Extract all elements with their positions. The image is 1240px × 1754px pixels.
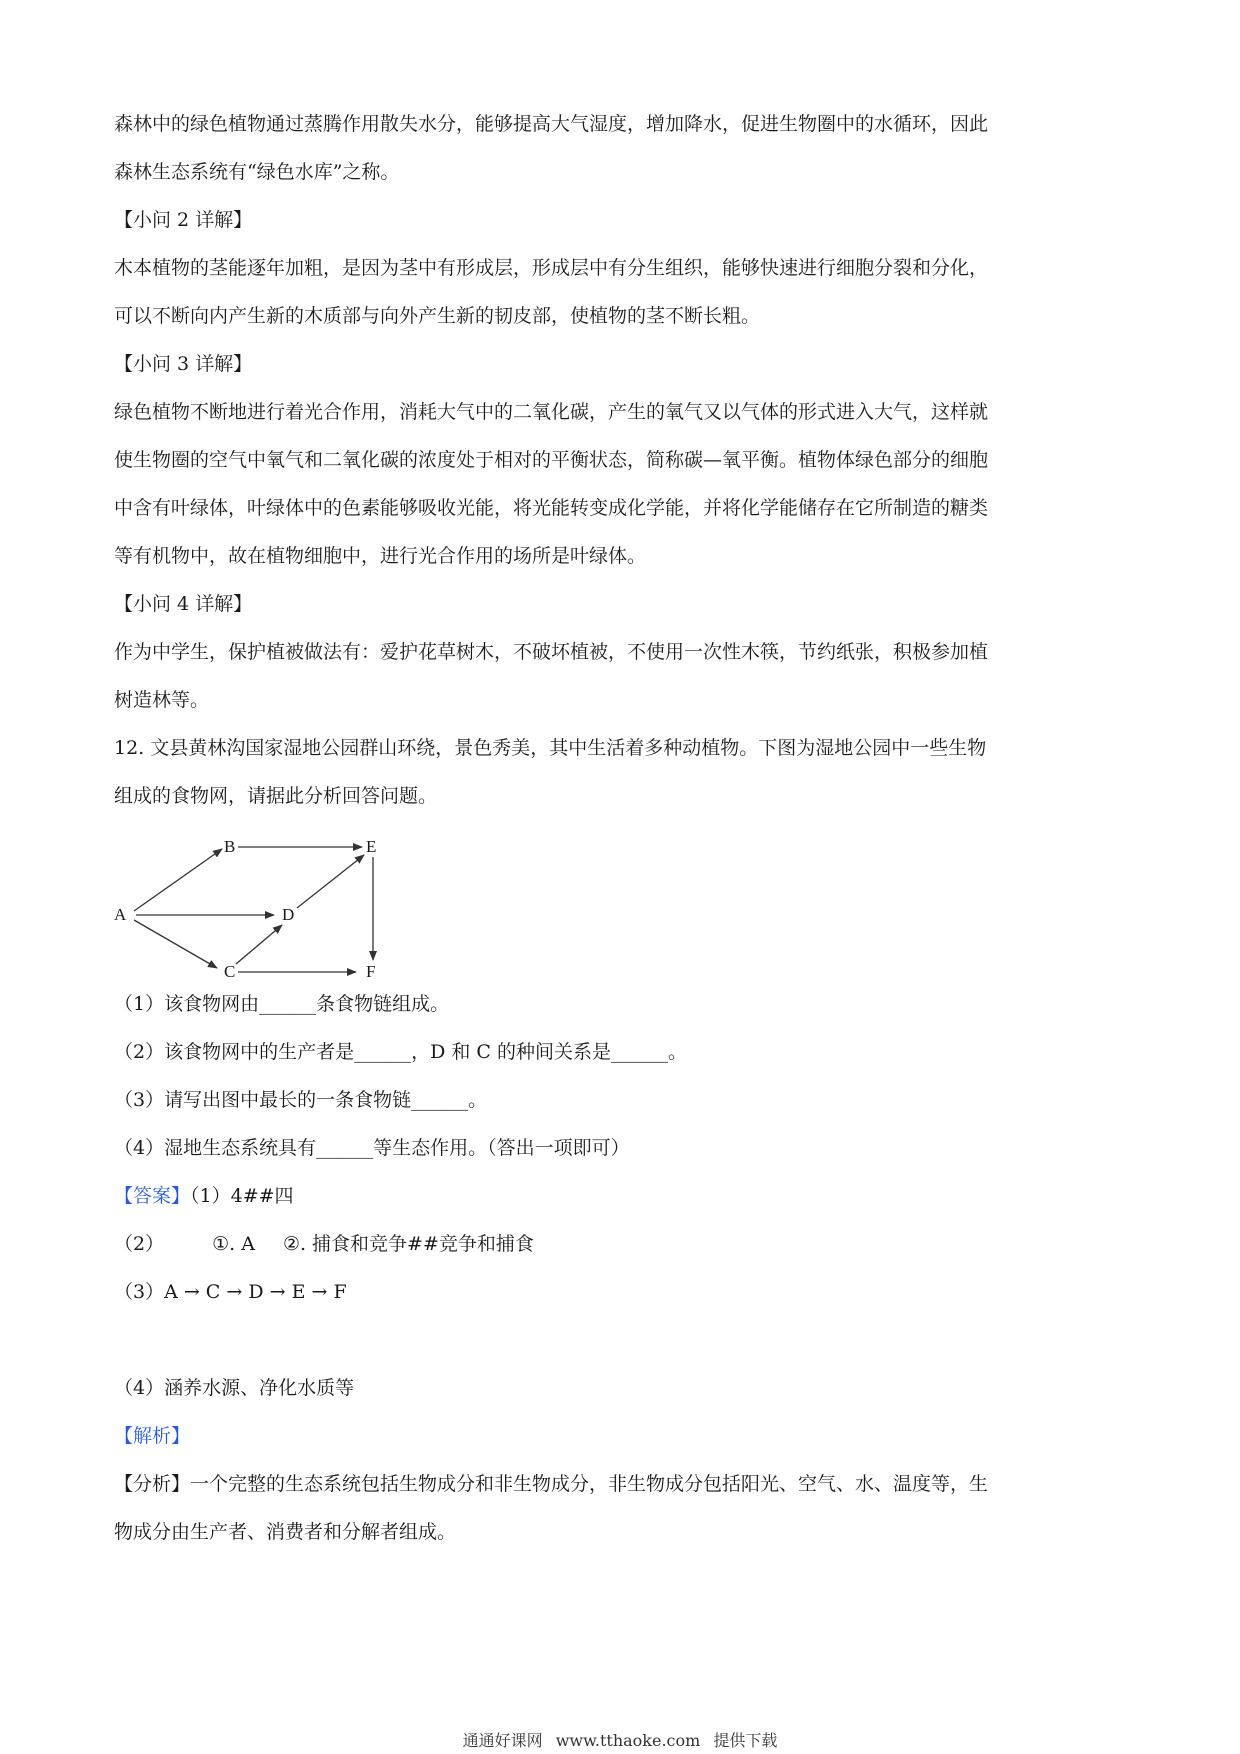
analysis-line: 物成分由生产者、消费者和分解者组成。 xyxy=(114,1521,457,1543)
answer-line-4: （4）涵养水源、净化水质等 xyxy=(114,1377,355,1399)
page-content xyxy=(114,100,1124,1556)
answer-2-part1: ①. A xyxy=(212,1233,255,1255)
node-b: B xyxy=(224,837,236,856)
arrow-d-e xyxy=(297,855,364,908)
answer-line-2 xyxy=(114,1220,1124,1268)
answer-line-3: （3）A → C → D → E → F xyxy=(114,1281,347,1303)
arrow-c-d xyxy=(236,925,282,964)
paragraph-line: 树造林等。 xyxy=(114,689,210,711)
answer-2-prefix: （2） xyxy=(114,1233,165,1255)
question-12-stem: 12. 文县黄林沟国家湿地公园群山环绕，景色秀美，其中生活着多种动植物。下图为湿地公园中一些生物 xyxy=(114,737,987,759)
paragraph-line: 木本植物的茎能逐年加粗，是因为茎中有形成层，形成层中有分生组织，能够快速进行细胞分裂和分化， xyxy=(114,257,989,279)
node-f: F xyxy=(366,962,376,981)
section-heading-q4: 【小问 4 详解】 xyxy=(114,593,253,615)
analysis-line: 【分析】一个完整的生态系统包括生物成分和非生物成分，非生物成分包括阳光、空气、水、温度等，生 xyxy=(114,1473,989,1495)
paragraph-line: 作为中学生，保护植被做法有：爱护花草树木，不破坏植被，不使用一次性木筷，节约纸张，积极参加植 xyxy=(114,641,989,663)
answer-line-1 xyxy=(114,1172,1124,1220)
footer-note: 提供下载 xyxy=(713,1731,778,1750)
paragraph-line: 使生物圈的空气中氧气和二氧化碳的浓度处于相对的平衡状态，简称碳—氧平衡。植物体绿色部分的细胞 xyxy=(114,449,989,471)
paragraph-line: 中含有叶绿体，叶绿体中的色素能够吸收光能，将光能转变成化学能，并将化学能储存在它所制造的糖类 xyxy=(114,497,989,519)
page-footer xyxy=(0,1728,1240,1751)
paragraph-line: 可以不断向内产生新的木质部与向外产生新的韧皮部，使植物的茎不断长粗。 xyxy=(114,305,761,327)
paragraph-line: 绿色植物不断地进行着光合作用，消耗大气中的二氧化碳，产生的氧气又以气体的形式进入大气，这样就 xyxy=(114,401,989,423)
question-12-stem: 组成的食物网，请据此分析回答问题。 xyxy=(114,785,438,807)
food-web-diagram xyxy=(114,822,414,980)
sub-question-4: （4）湿地生态系统具有______等生态作用。（答出一项即可） xyxy=(114,1137,630,1159)
node-a: A xyxy=(114,905,127,924)
footer-url[interactable]: www.tthaoke.com xyxy=(555,1731,701,1750)
paragraph-line: 森林生态系统有“绿色水库”之称。 xyxy=(114,161,400,183)
answer-2-part2: ②. 捕食和竞争##竞争和捕食 xyxy=(282,1233,534,1255)
node-d: D xyxy=(282,905,295,924)
sub-question-2: （2）该食物网中的生产者是______，D 和 C 的种间关系是______。 xyxy=(114,1041,687,1063)
answer-1: （1）4##四 xyxy=(190,1185,294,1207)
sub-question-3: （3）请写出图中最长的一条食物链______。 xyxy=(114,1089,488,1111)
node-e: E xyxy=(366,837,377,856)
sub-question-1: （1）该食物网由______条食物链组成。 xyxy=(114,993,450,1015)
arrow-a-c xyxy=(134,920,217,968)
arrow-a-b xyxy=(134,849,222,911)
section-heading-q2: 【小问 2 详解】 xyxy=(114,209,253,231)
answer-label: 【答案】 xyxy=(114,1185,191,1207)
section-heading-q3: 【小问 3 详解】 xyxy=(114,353,253,375)
paragraph-line: 等有机物中，故在植物细胞中，进行光合作用的场所是叶绿体。 xyxy=(114,545,647,567)
node-c: C xyxy=(224,962,236,981)
analysis-label: 【解析】 xyxy=(114,1425,191,1447)
blank-space xyxy=(114,1316,1124,1364)
footer-site-name: 通通好课网 xyxy=(462,1731,543,1750)
paragraph-line: 森林中的绿色植物通过蒸腾作用散失水分，能够提高大气湿度，增加降水，促进生物圈中的水循环，因此 xyxy=(114,113,989,135)
